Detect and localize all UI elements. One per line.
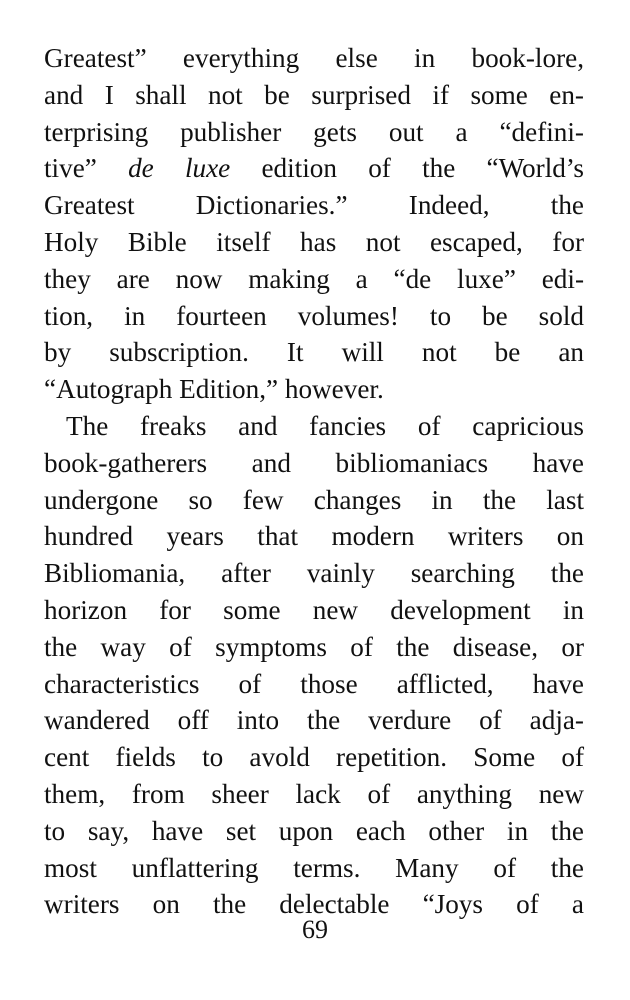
text-line: them, from sheer lack of anything new <box>44 778 584 809</box>
text-line: they are now making a “de luxe” edi- <box>44 263 584 294</box>
page-body <box>44 40 584 923</box>
text-line: The freaks and fancies of capricious <box>66 410 584 441</box>
text-line: tion, in fourteen volumes! to be sold <box>44 300 584 331</box>
text-line: and I shall not be surprised if some en- <box>44 79 584 110</box>
text-line: Bibliomania, after vainly searching the <box>44 558 584 589</box>
text-line: to say, have set upon each other in the <box>44 815 584 846</box>
text-line: Greatest Dictionaries.” Indeed, the <box>44 190 584 221</box>
page-number: 69 <box>302 915 328 944</box>
text-line: hundred years that modern writers on <box>44 521 584 552</box>
text-line: writers on the delectable “Joys of a <box>44 889 584 920</box>
text-line: undergone so few changes in the last <box>44 484 584 515</box>
italic-phrase: de luxe <box>128 153 231 184</box>
text-line: Greatest” everything else in book-lore, <box>44 43 584 73</box>
text-line: characteristics of those afflicted, have <box>44 668 584 699</box>
text-line: horizon for some new development in <box>44 594 584 625</box>
text-line: tive” de luxe edition of the “World’s <box>44 153 584 184</box>
text-line: the way of symptoms of the disease, or <box>44 631 584 662</box>
text-line: wandered off into the verdure of adja- <box>44 705 584 736</box>
text-line: Holy Bible itself has not escaped, for <box>44 226 584 257</box>
text-line: book-gatherers and bibliomaniacs have <box>44 447 584 478</box>
text-line: most unflattering terms. Many of the <box>44 852 584 883</box>
text-line: “Autograph Edition,” however. <box>44 374 384 405</box>
text-line: cent fields to avold repetition. Some of <box>44 742 584 773</box>
text-line: by subscription. It will not be an <box>44 337 584 368</box>
text-line: terprising publisher gets out a “defini- <box>44 116 584 147</box>
